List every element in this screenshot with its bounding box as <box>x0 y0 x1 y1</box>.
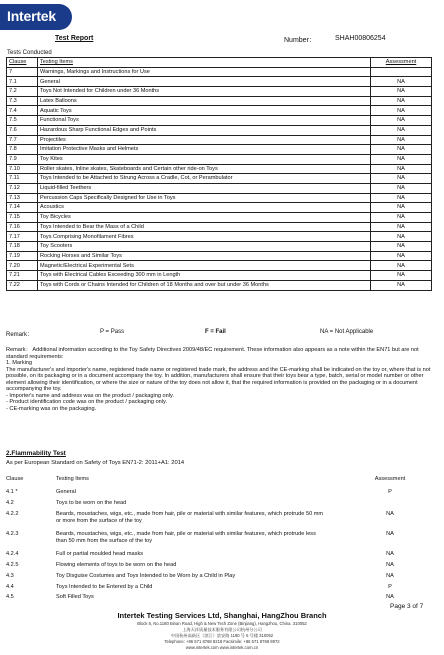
testing-item-cell: Roller skates, Inline skates, Skateboards and Certain other ride-on Toys <box>38 164 371 174</box>
remark-importer: - Importer's name and address was on the product / packaging only. <box>6 392 174 399</box>
table-row <box>7 271 432 281</box>
footer-web: www.intertek.com www.intertek.com.cn <box>185 645 259 650</box>
assessment-cell: NA <box>371 77 432 87</box>
clause-cell: 4.1 * <box>6 489 18 495</box>
assessment-cell: NA <box>371 145 432 155</box>
assessment-cell: NA <box>386 531 394 537</box>
testing-item-cell: Soft Filled Toys <box>56 594 94 600</box>
clause-cell: 7.3 <box>7 96 38 106</box>
assessment-cell: NA <box>371 164 432 174</box>
assessment-cell: NA <box>371 242 432 252</box>
table-row <box>7 193 432 203</box>
clause-cell: 4.3 <box>6 573 14 579</box>
clause-cell: 7.1 <box>7 77 38 87</box>
table-row <box>7 77 432 87</box>
number-label: Number： <box>284 37 316 44</box>
table-row <box>7 116 432 126</box>
remark-block <box>6 347 436 412</box>
assessment-cell: NA <box>371 271 432 281</box>
assessment-cell: NA <box>371 203 432 213</box>
clause-cell: 7.16 <box>7 222 38 232</box>
clause-cell: 4.2.4 <box>6 551 19 557</box>
clause-cell: 7.17 <box>7 232 38 242</box>
table-header-row <box>7 58 432 68</box>
clause-cell: 7.14 <box>7 203 38 213</box>
testing-item-cell: Toys with Electrical Cables Exceeding 300 mm in Length <box>38 271 371 281</box>
footer-address: Block 6, No.1180 Binan Road, High & New Tech Zone (Binjiang), Hangzhou, China. 310052 <box>137 621 307 626</box>
table-row <box>7 145 432 155</box>
testing-item-cell: Toy Kites <box>38 154 371 164</box>
clause-cell: 7.19 <box>7 251 38 261</box>
footer-company: Intertek Testing Services Ltd, Shanghai, HangZhou Branch <box>117 611 327 620</box>
testing-item-cell: Latex Balloons <box>38 96 371 106</box>
clause-cell: 4.2.2 <box>6 511 19 517</box>
testing-item-cell: Aquatic Toys <box>38 106 371 116</box>
clause-cell: 7.4 <box>7 106 38 116</box>
section-title: 2.Flammability Test <box>6 450 66 457</box>
assessment-cell: NA <box>371 213 432 223</box>
testing-item-cell: Warnings, Markings and Instructions for Use <box>38 67 371 77</box>
clause-cell: 4.2 <box>6 500 14 506</box>
testing-item-cell: Toys to be worn on the head <box>56 500 127 506</box>
clause-cell: 7.6 <box>7 125 38 135</box>
testing-item-cell: Toy Bicycles <box>38 213 371 223</box>
remark-intro: Remark： Additional information according to the Toy Safety Directives 2009/48/EC requirement. These information also appears as a note within the EN71 but are not standard requirements: <box>6 347 419 360</box>
testing-item-cell: General <box>56 489 76 495</box>
assessment-cell: NA <box>371 125 432 135</box>
assessment-cell: NA <box>371 154 432 164</box>
remark-product-code: - Product identification code was on the product / packaging only. <box>6 399 167 405</box>
table-row <box>7 135 432 145</box>
testing-item-cell: Acoustics <box>38 203 371 213</box>
testing-item-cell: Liquid-filled Teethers <box>38 183 371 193</box>
column-header-clause: Clause <box>6 476 24 482</box>
clause-cell: 7.8 <box>7 145 38 155</box>
clause-cell: 7.11 <box>7 174 38 184</box>
column-header-clause: Clause <box>7 58 38 68</box>
clause-cell: 7.15 <box>7 213 38 223</box>
tests-conducted-label: Tests Conducted <box>7 50 52 56</box>
testing-item-cell: Toys Intended to be Attached to Strung Across a Cradle, Cot, or Perambulator <box>38 174 371 184</box>
clause-cell: 7.7 <box>7 135 38 145</box>
column-header-assessment: Assessment <box>371 58 432 68</box>
testing-item-cell: Full or partial moulded head masks <box>56 551 144 557</box>
clause-cell: 7.20 <box>7 261 38 271</box>
testing-item-cell: Hazardous Sharp Functional Edges and Points <box>38 125 371 135</box>
testing-item-cell: Rocking Horses and Similar Toys <box>38 251 371 261</box>
assessment-cell: P <box>388 584 392 590</box>
table-row <box>7 222 432 232</box>
table-row <box>7 164 432 174</box>
intertek-logo <box>0 4 72 30</box>
clause-cell: 4.5 <box>6 594 14 600</box>
table-row <box>7 232 432 242</box>
assessment-cell: NA <box>371 106 432 116</box>
table-row <box>7 280 432 290</box>
testing-item-cell: Beards, moustaches, wigs, etc., made from hair, pile or material with similar features, which protrude 50 mm or more from the surface of the toy <box>56 511 324 524</box>
assessment-cell: NA <box>371 222 432 232</box>
table-row <box>7 106 432 116</box>
assessment-cell: P <box>388 489 392 495</box>
testing-item-cell: Flowing elements of toys to be worn on the head <box>56 562 177 568</box>
legend-na: NA = Not Applicable <box>320 329 374 335</box>
assessment-cell: NA <box>371 261 432 271</box>
table-row <box>7 251 432 261</box>
clause-cell: 7.21 <box>7 271 38 281</box>
column-header-testing-items: Testing Items <box>56 476 89 482</box>
column-header-assessment: Assessment <box>374 476 406 482</box>
assessment-cell: NA <box>371 251 432 261</box>
table-row <box>7 183 432 193</box>
clause-cell: 4.4 <box>6 584 14 590</box>
clause-cell: 7.10 <box>7 164 38 174</box>
assessment-cell: NA <box>371 116 432 126</box>
assessment-cell: NA <box>386 511 394 517</box>
clause-cell: 7.18 <box>7 242 38 252</box>
clause-cell: 7.12 <box>7 183 38 193</box>
section-subtitle: As per European Standard on Safety of Toys EN71-2: 2011+A1: 2014 <box>6 460 185 466</box>
testing-item-cell: Toy Disguise Costumes and Toys Intended to be Worn by a Child in Play <box>56 573 236 579</box>
remark-ce-marking: - CE-marking was on the packaging. <box>6 405 97 412</box>
report-title: Test Report <box>55 35 94 42</box>
clause-cell: 7.2 <box>7 87 38 97</box>
testing-item-cell: General <box>38 77 371 87</box>
footer-phone: Telephone: +86 571 8768 8218 Facsimile: +86 571 8768 8972 <box>164 639 280 644</box>
tests-table <box>6 57 432 291</box>
footer-address-cn2: 中国杭州高新区（滨江）滨安路 1180 号 6 号楼 310052 <box>170 633 274 638</box>
assessment-cell: NA <box>371 183 432 193</box>
testing-item-cell: Percussion Caps Specifically Designed for Use in Toys <box>38 193 371 203</box>
testing-item-cell: Toys with Cords or Chains Intended for Children of 18 Months and over but under 36 Months <box>38 280 371 290</box>
clause-cell: 7.9 <box>7 154 38 164</box>
remark-marking-heading: 1. Marking <box>6 360 33 366</box>
remark-marking-text: The manufacturer's and importer's name, registered trade name or registered trade mark, the address and the CE-marking shall be indicated on the toy or, where that is not possible, on its packaging or in a document accompany the toy. In addition, manufacturers shall ensure that their toys bear a type, batch, serial or model number or other element allowing their identification, or where the size or nature of the toy does not allow it, that the required information is provided on the packaging or in a document accompanying the toy. <box>6 366 431 392</box>
testing-item-cell: Toy Scooters <box>38 242 371 252</box>
testing-item-cell: Magnetic/Electrical Experimental Sets <box>38 261 371 271</box>
footer-address-cn: 上海天祥质量技术服务有限公司杭州分公司 <box>182 627 262 632</box>
testing-item-cell: Toys Intended to be Entered by a Child <box>56 584 153 590</box>
table-row <box>7 203 432 213</box>
table-row <box>7 261 432 271</box>
table-row <box>7 213 432 223</box>
testing-item-cell: Toys Intended to Bear the Mass of a Child <box>38 222 371 232</box>
assessment-cell: NA <box>386 573 394 579</box>
assessment-cell: NA <box>371 193 432 203</box>
report-number: SHAH00806254 <box>335 35 386 42</box>
table-row <box>7 96 432 106</box>
testing-item-cell: Toys Comprising Monofilament Fibres <box>38 232 371 242</box>
legend-pass: P = Pass <box>100 329 125 335</box>
table-row <box>7 125 432 135</box>
table-row <box>7 67 432 77</box>
testing-item-cell: Projectiles <box>38 135 371 145</box>
assessment-cell: NA <box>371 280 432 290</box>
testing-item-cell: Toys Not Intended for Children under 36 Months <box>38 87 371 97</box>
assessment-cell: NA <box>386 562 394 568</box>
clause-cell: 4.2.3 <box>6 531 19 537</box>
assessment-cell: NA <box>371 87 432 97</box>
page-number: Page 3 of 7 <box>390 603 424 610</box>
assessment-cell: NA <box>386 551 394 557</box>
legend-fail: F = Fail <box>205 329 226 335</box>
assessment-cell: NA <box>371 135 432 145</box>
testing-item-cell: Functional Toys <box>38 116 371 126</box>
table-row <box>7 87 432 97</box>
table-row <box>7 242 432 252</box>
table-row <box>7 174 432 184</box>
assessment-cell: NA <box>371 232 432 242</box>
table-row <box>7 154 432 164</box>
testing-item-cell: Imitation Protective Masks and Helmets <box>38 145 371 155</box>
assessment-cell: NA <box>371 96 432 106</box>
clause-cell: 7.22 <box>7 280 38 290</box>
clause-cell: 4.2.5 <box>6 562 19 568</box>
assessment-cell <box>371 67 432 77</box>
legend-remark: Remark： <box>6 332 34 338</box>
clause-cell: 7 <box>7 67 38 77</box>
clause-cell: 7.5 <box>7 116 38 126</box>
column-header-testing-items: Testing Items <box>38 58 371 68</box>
logo-text: Intertek <box>7 8 56 24</box>
testing-item-cell: Beards, moustaches, wigs, etc., made from hair, pile or material with similar features, which protrude less than 50 mm from the surface of the toy <box>56 531 316 544</box>
assessment-cell: NA <box>386 594 394 600</box>
assessment-cell: NA <box>371 174 432 184</box>
clause-cell: 7.13 <box>7 193 38 203</box>
